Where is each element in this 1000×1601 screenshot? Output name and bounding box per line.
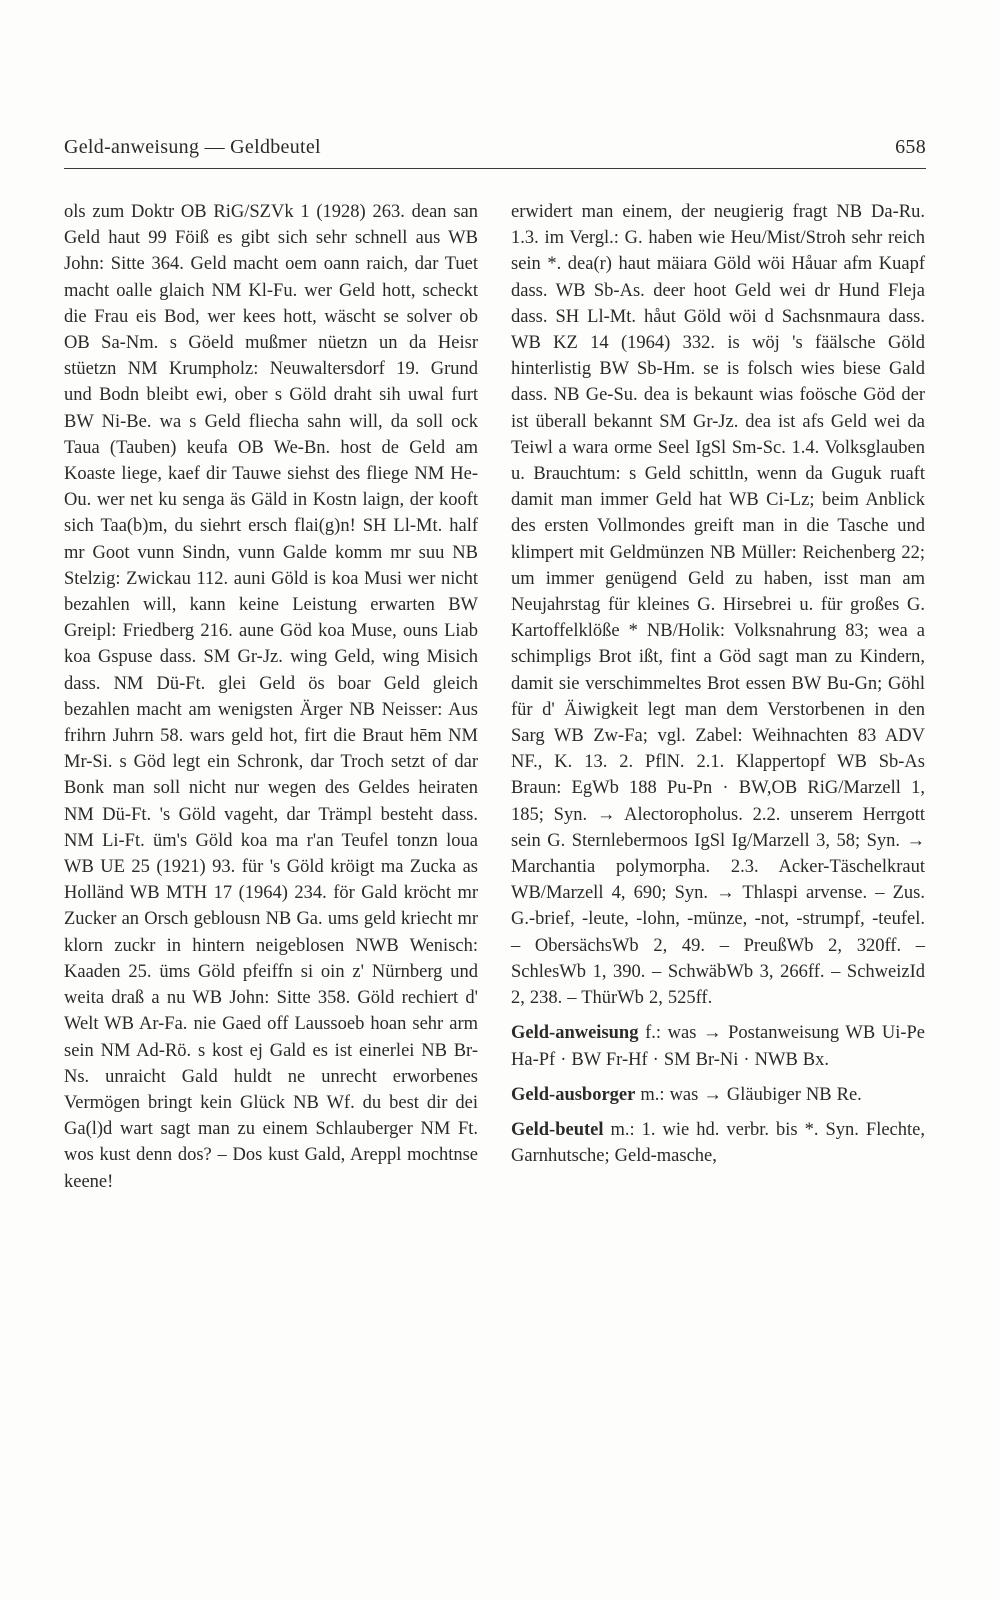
right-column-text: erwidert man einem, der neugierig fragt NB Da-Ru. 1.3. im Vergl.: G. haben wie Heu/Mist/Stroh sehr reich sein *. dea(r) haut mäiara Göld wöi Håuar afm Kuapf dass. WB Sb-As. deer hoot Geld wei dr Hund Fleja dass. SH Ll-Mt. håut Göld wöi d Sachsnmaura dass. WB KZ 14 (1964) 332. is wöj 's fäälsche Göld hinterlistig BW Sb-Hm. se is folsch wies biese Gald dass. NB Ge-Su. dea is bekaunt wias foösche Göd der ist überall bekannt SM Gr-Jz. dea ist afs Geld wei da Teiwl a wara orme Seel IgSl Sm-Sc. 1.4. Volksglauben u. Brauchtum: s Geld schittln, wenn da Guguk ruaft damit man immer Geld hat WB Ci-Lz; beim Anblick des ersten Vollmondes greift man in die Tasche und klimpert mit Geldmünzen NB Müller: Reichenberg 22; um immer genügend Geld zu haben, isst man am Neujahrstag für kleines G. Hirsebrei u. für großes G. Kartoffelklöße * NB/Holik: Volksnahrung 83; wea a schimpligs Brot ißt, fint a Göd sagt man zu Kindern, damit sie verschimmeltes Brot essen BW Bu-Gn; Göhl für d' Äiwigkeit legt man dem Verstorbenen in den Sarg WB Zw-Fa; vgl. Zabel: Weihnachten 83 ADV NF., K. 13. 2. PflN. 2.1. Klappertopf WB Sb-As Braun: EgWb 188 Pu-Pn · BW,OB RiG/Marzell 1, 185; Syn. → Alectoropholus. 2.2. unserem Herrgott sein G. Sternlebermoos IgSl Ig/Marzell 3, 58; Syn. → Marchantia polymorpha. 2.3. Acker-Täschelkraut WB/Marzell 4, 690; Syn. → Thlaspi arvense. – Zus. G.-brief, -leute, -lohn, -münze, -not, -strumpf, -teufel. – ObersächsWb 2, 49. – PreußWb 2, 320ff. – SchlesWb 1, 390. – SchwäbWb 3, 266ff. – SchweizId 2, 238. – ThürWb 2, 525ff. [511,202,925,1009]
entry-text-geld-ausborger: m.: was → Gläubiger NB Re. [640,1084,862,1105]
running-header [64,136,926,159]
left-column [64,199,478,1195]
page-number: 658 [895,136,926,158]
headword-geld-beutel: Geld-beutel [511,1119,604,1140]
left-column-text: ols zum Doktr OB RiG/SZVk 1 (1928) 263. dean san Geld haut 99 Föiß es gibt sich sehr schnell aus WB John: Sitte 364. Geld macht oem oann raich, dar Tuet macht oalle glaich NM Kl-Fu. wer Geld hott, scheckt die Frau eis Bod, wer kees hott, wäscht se solver ob OB Sa-Nm. s Göeld mußmer nüetzn un da Heisr stüetzn NM Krumpholz: Neuwaltersdorf 19. Grund und Bodn bleibt ewi, ober s Göld draht sih uwal furt BW Ni-Be. wa s Geld fliecha sahn will, da soll ock Taua (Tauben) keufa OB We-Bn. host de Geld am Koaste liege, kaef dir Tauwe siehst des fliege NM He-Ou. wer net ku senga äs Gäld in Kostn laign, der kooft sich Taa(b)m, du siehrt ersch flai(g)n! SH Ll-Mt. half mr Goot vunn Sindn, vunn Galde komm mr suu NB Stelzig: Zwickau 112. auni Göld is koa Musi wer nicht bezahlen will, kann keine Leistung erwarten BW Greipl: Friedberg 216. aune Göd koa Muse, ouns Liab koa Gspuse dass. SM Gr-Jz. wing Geld, wing Misich dass. NM Dü-Ft. glei Geld ös boar Geld gleich bezahlen macht am wenigsten Ärger NB Neisser: Aus frihrn Juhrn 58. wars geld hot, firt die Braut hēm NM Mr-Si. s Göd legt ein Schronk, dar Troch setzt of dar Bonk man soll nicht nur wegen des Geldes heiraten NM Dü-Ft. 's Göld vageht, dar Trämpl besteht dass. NM Li-Ft. üm's Göld koa ma r'an Teufel tonzn loua WB UE 25 (1921) 93. für 's Göld kröigt ma Zucka as Holländ WB MTH 17 (1964) 234. för Gald kröcht mr Zucker an Orsch geblousn NB Ga. ums geld kriecht mr klorn zuckr in hintern neigeblosen NWB Wenisch: Kaaden 25. üms Göld pfeiffn si oin z' Nürnberg und weita draß a nu WB John: Sitte 358. Göld rechiert d' Welt WB Ar-Fa. nie Gaed off Laussoeb hoan sehr arm sein NM Ad-Rö. s kost ej Gald es ist einerlei NB Br-Ns. unraicht Gald huldt ne unrecht erworbenes Vermögen bringt kein Glück NB Wf. du best dir dei Ga(l)d wart sagt man zu einem Schlauberger NM Ft. wos kust denn dos? – Dos kust Gald, Areppl mochtnse keene! [64,202,478,1192]
entry-geld-beutel [511,1117,925,1169]
header-title: Geld-anweisung — Geldbeutel [64,136,321,158]
header-rule [64,168,926,169]
entry-text-geld-beutel: m.: 1. wie hd. verbr. bis *. Syn. Flechte, Garnhutsche; Geld-masche, [511,1119,925,1167]
entry-text-geld-anweisung: f.: was → Postanweisung WB Ui-Pe Ha-Pf · BW Fr-Hf · SM Br-Ni · NWB Bx. [511,1023,925,1070]
headword-geld-ausborger: Geld-ausborger [511,1084,636,1105]
right-column [511,199,925,1169]
entry-geld-ausborger [511,1082,925,1108]
headword-geld-anweisung: Geld-anweisung [511,1023,639,1044]
entry-geld-anweisung [511,1020,925,1072]
